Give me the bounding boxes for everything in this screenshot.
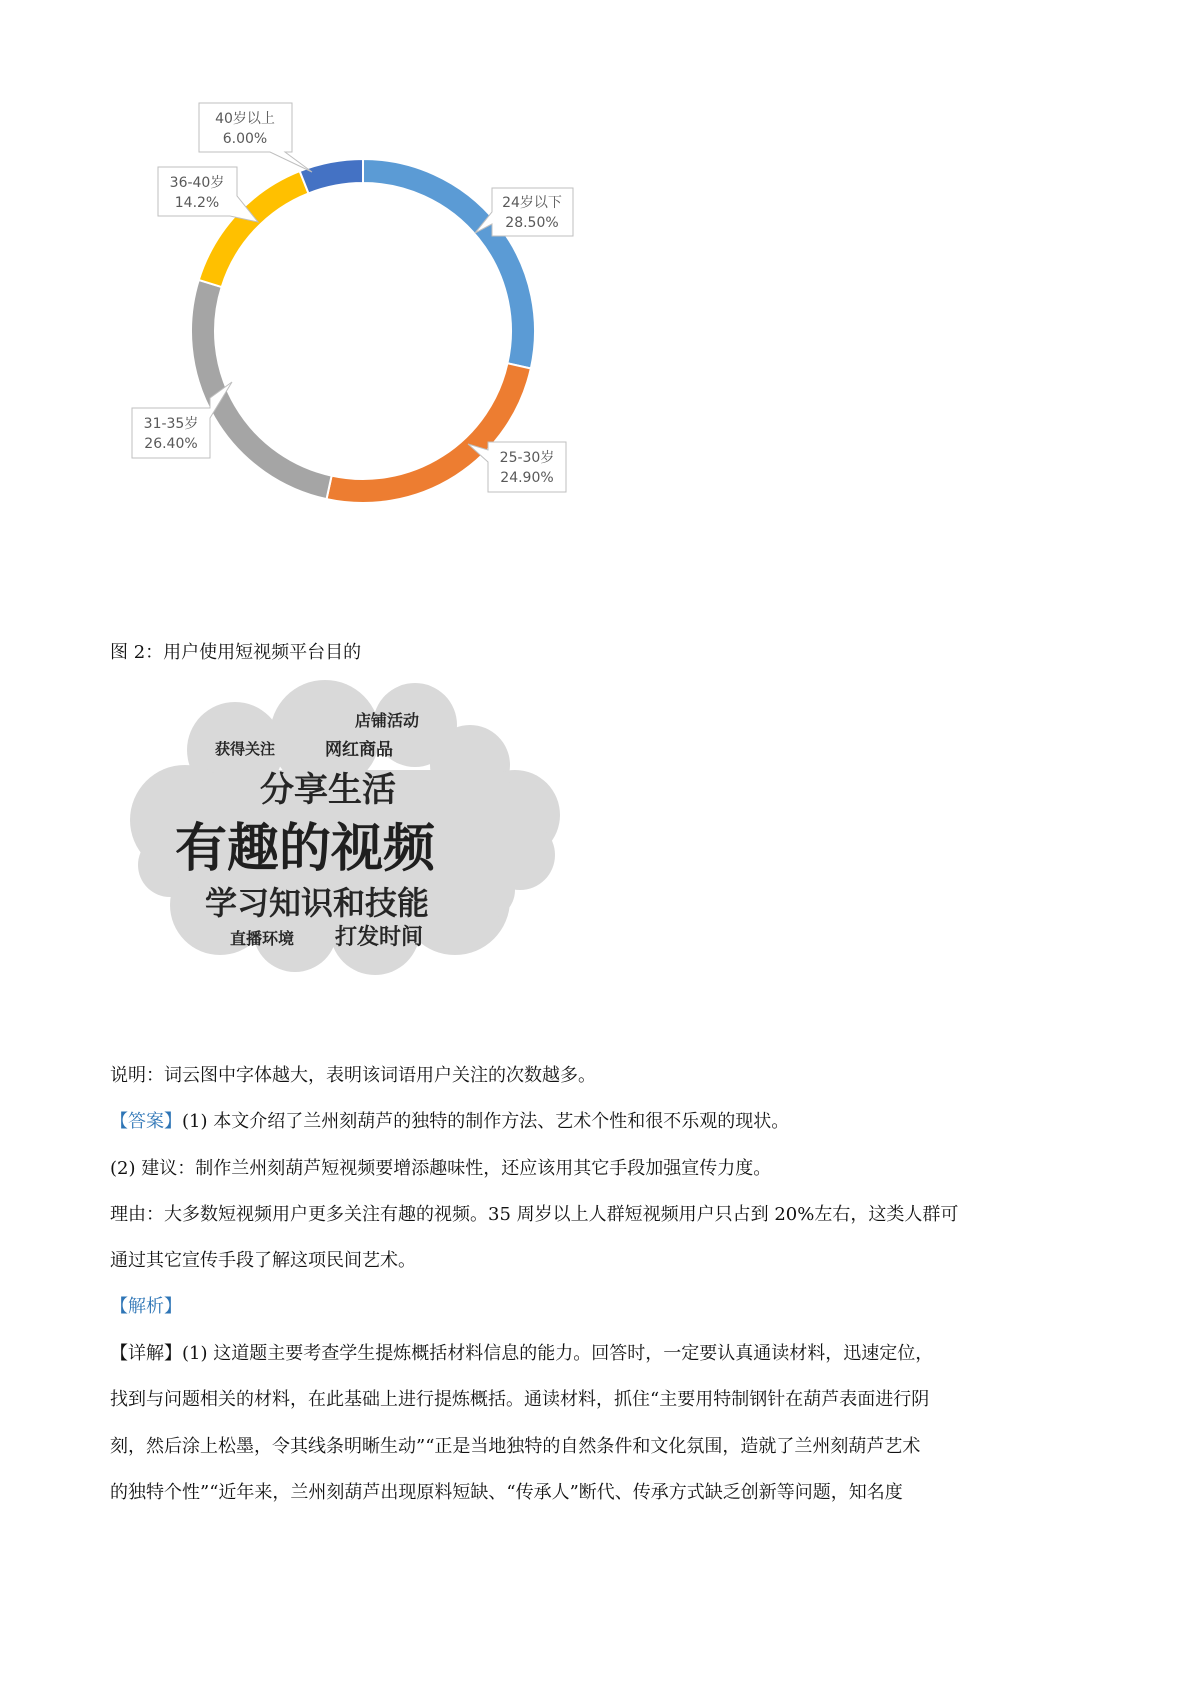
detail-line-1 (110, 1343, 1100, 1365)
chart-label-name: 40岁以上 (215, 111, 275, 127)
detail-line-4: 的独特个性”“近年来，兰州刻葫芦出现原料短缺、“传承人”断代、传承方式缺乏创新等问题，知名度 (110, 1482, 903, 1503)
chart-label-value: 26.40% (144, 436, 198, 452)
word-cloud (125, 680, 565, 980)
word-cloud-word: 分享生活 (260, 770, 396, 810)
word-cloud-word: 打发时间 (335, 925, 424, 950)
answer-line-2: (2) 建议：制作兰州刻葫芦短视频要增添趣味性，还应该用其它手段加强宣传力度。 (110, 1158, 772, 1179)
answer-tag: 【答案】 (110, 1111, 182, 1132)
answer-text-1: (1) 本文介绍了兰州刻葫芦的独特的制作方法、艺术个性和很不乐观的现状。 (182, 1111, 790, 1132)
word-cloud-word: 店铺活动 (355, 711, 420, 730)
chart-label-name: 31-35岁 (143, 416, 199, 432)
detail-line-2: 找到与问题相关的材料，在此基础上进行提炼概括。通读材料，抓住“主要用特制钢针在葫芦表面进行阴 (110, 1389, 930, 1410)
reason-line-2: 通过其它宣传手段了解这项民间艺术。 (110, 1250, 416, 1271)
chart-label-name: 36-40岁 (169, 175, 225, 191)
word-cloud-word: 获得关注 (215, 740, 276, 758)
callout-36-40 (158, 167, 258, 222)
chart-label-value: 14.2% (174, 195, 220, 211)
word-cloud-word: 直播环境 (230, 929, 295, 948)
word-cloud-word: 学习知识和技能 (205, 884, 430, 922)
detail-tag: 【详解】 (110, 1343, 182, 1364)
word-cloud-word: 有趣的视频 (175, 819, 436, 879)
analysis-tag: 【解析】 (110, 1296, 182, 1317)
callout-40-above (199, 103, 312, 172)
reason-line-1: 理由：大多数短视频用户更多关注有趣的视频。35 周岁以上人群短视频用户只占到 20%左右，这类人群可 (110, 1204, 959, 1225)
word-cloud-word: 网红商品 (325, 740, 393, 760)
answer-line-1 (110, 1111, 1100, 1133)
detail-line-3: 刻，然后涂上松墨，令其线条明晰生动”“正是当地独特的自然条件和文化氛围，造就了兰州刻葫芦艺术 (110, 1436, 921, 1457)
donut-slice-40岁以上 (300, 159, 363, 193)
chart-label-name: 25-30岁 (499, 450, 555, 466)
note-line: 说明：词云图中字体越大，表明该词语用户关注的次数越多。 (110, 1065, 596, 1086)
callout-25-30 (468, 442, 566, 492)
detail-text-1: (1) 这道题主要考查学生提炼概括材料信息的能力。回答时，一定要认真通读材料，迅速定位， (182, 1343, 934, 1364)
chart-label-value: 24.90% (500, 470, 554, 486)
chart-label-value: 28.50% (505, 215, 559, 231)
donut-slice-31-35岁 (191, 280, 332, 499)
age-donut-chart (0, 0, 1200, 560)
chart-label-name: 24岁以下 (502, 195, 562, 211)
figure-2-caption: 图 2：用户使用短视频平台目的 (110, 642, 362, 663)
chart-label-value: 6.00% (222, 131, 268, 147)
